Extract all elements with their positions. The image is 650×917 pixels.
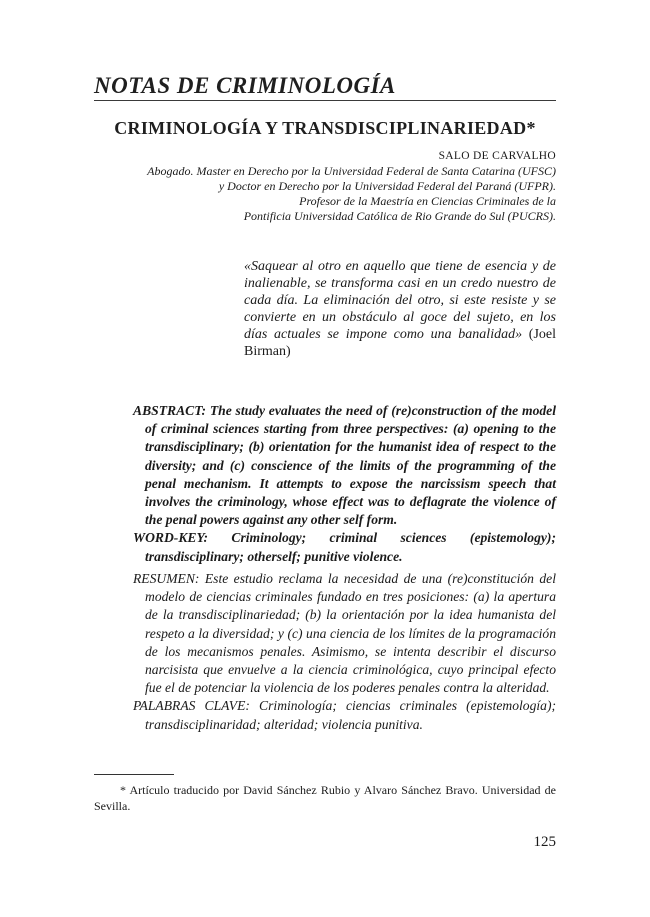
author-affiliation-line: Abogado. Master en Derecho por la Universidad Federal de Santa Catarina (UFSC) — [147, 164, 556, 178]
section-divider — [94, 100, 556, 101]
abstract-text: ABSTRACT: The study evaluates the need of (re)construction of the model of criminal sciences starting from three perspectives: (a) opening to the transdisciplinary; (b) orientation for the humanist idea of respect to the diversity; and (c) conscience of the limits of the programming of the penal mechanism. It attempts to expose the narcissism speech that involves the criminology, whose effect was to deflagrate the violence of the penal powers against any other self form. — [133, 403, 556, 528]
author-affiliation-line: y Doctor en Derecho por la Universidad Federal del Paraná (UFPR). — [218, 179, 556, 193]
resumen-keywords: PALABRAS CLAVE: Criminología; ciencias criminales (epistemología); transdisciplinaridad; alteridad; violencia punitiva. — [133, 698, 556, 732]
page-number: 125 — [533, 834, 556, 850]
footnote: * Artículo traducido por David Sánchez Rubio y Alvaro Sánchez Bravo. Universidad de Sevilla. — [94, 783, 556, 813]
abstract-spanish — [133, 570, 556, 734]
author-affiliation-line: Profesor de la Maestría en Ciencias Criminales de la — [299, 194, 556, 208]
epigraph-quote: «Saquear al otro en aquello que tiene de esencia y de inalienable, se transforma casi en un credo nuestro de cada día. La eliminación del otro, si este resiste y se convierte en un obstáculo al goce del sujeto, en los días actuales se impone como una banalidad» — [244, 259, 556, 342]
abstract-keywords: WORD-KEY: Criminology; criminal sciences (epistemology); transdisciplinary; otherself; punitive violence. — [133, 530, 556, 564]
author-affiliation-line: Pontificia Universidad Católica de Rio Grande do Sul (PUCRS). — [243, 209, 556, 223]
section-title: NOTAS DE CRIMINOLOGÍA — [94, 73, 396, 98]
resumen-text: RESUMEN: Este estudio reclama la necesidad de una (re)constitución del modelo de ciencias criminales fundado en tres posiciones: (a) la apertura de la transdisciplinariedad; (b) la orientación por la idea humanista del respeto a la diversidad; y (c) una ciencia de los límites de la programación de los mecanismos penales. Asimismo, se intenta describir el discurso narcisista que envuelve a la ciencia criminológica, cuyo principal efecto fue el de potenciar la violencia de los poderes penales contra la alteridad. — [133, 571, 556, 696]
epigraph — [244, 258, 556, 360]
abstract-english — [133, 402, 556, 566]
footnote-divider — [94, 774, 174, 775]
author-name: SALO DE CARVALHO — [438, 150, 556, 162]
author-block — [94, 148, 556, 224]
epigraph-attribution: (Joel Birman) — [244, 327, 556, 359]
article-title: CRIMINOLOGÍA Y TRANSDISCIPLINARIEDAD* — [114, 118, 536, 138]
